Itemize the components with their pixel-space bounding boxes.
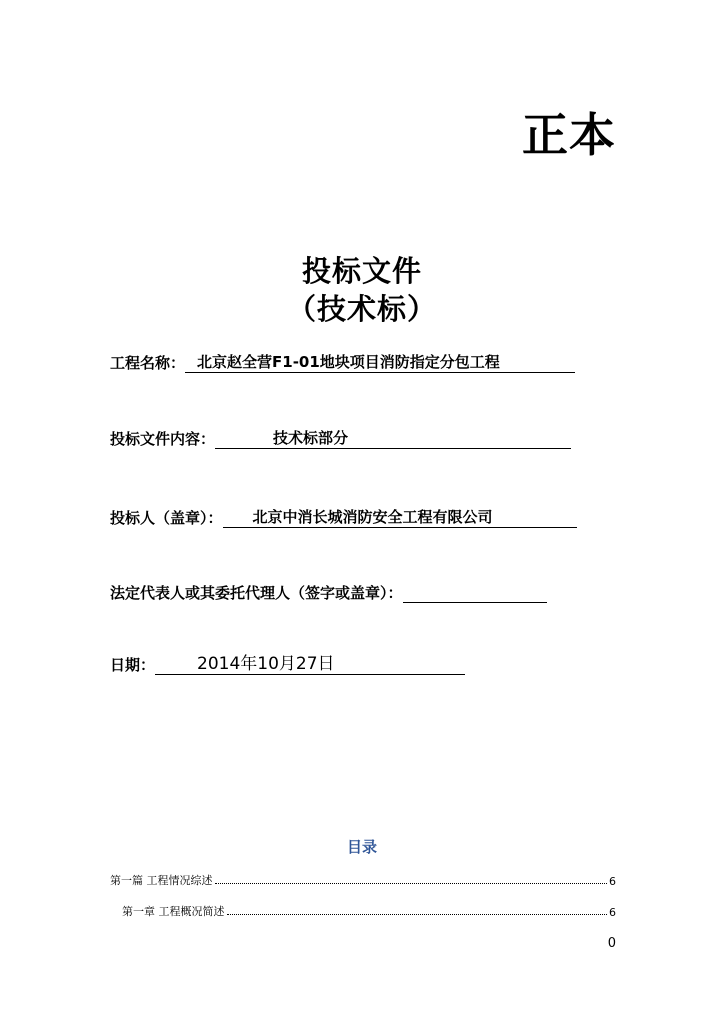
date-value: 2014年10月27日 xyxy=(197,654,335,674)
project-name-value: 北京赵全营F1-01地块项目消防指定分包工程 xyxy=(197,353,500,371)
toc-entry[interactable] xyxy=(110,868,616,888)
date-value-line xyxy=(155,654,465,675)
date-label: 日期： xyxy=(110,656,156,674)
toc-dot-leader xyxy=(227,913,608,915)
toc-entry[interactable] xyxy=(110,899,616,919)
bidder-field xyxy=(110,507,577,528)
project-name-value-line xyxy=(185,352,575,373)
toc-entry-label: 第一章 工程概况简述 xyxy=(122,905,225,918)
document-subtitle: （技术标） xyxy=(286,292,437,326)
toc-dot-leader xyxy=(215,882,608,884)
document-title: 投标文件 xyxy=(301,254,422,288)
legal-representative-field xyxy=(110,582,547,603)
table-of-contents xyxy=(110,868,616,930)
toc-entry-page: 6 xyxy=(609,875,616,888)
bidder-value: 北京中消长城消防安全工程有限公司 xyxy=(252,508,493,526)
toc-entry-label: 第一篇 工程情况综述 xyxy=(110,874,213,887)
bid-content-value: 技术标部分 xyxy=(273,429,349,447)
bidder-value-line xyxy=(223,507,577,528)
bid-content-field xyxy=(110,428,571,449)
original-copy-stamp: 正本 xyxy=(522,108,616,162)
bid-content-value-line xyxy=(215,428,571,449)
legal-representative-signature-line xyxy=(403,582,547,603)
toc-entry-page: 6 xyxy=(609,906,616,919)
toc-title: 目录 xyxy=(346,838,377,856)
title-block xyxy=(0,252,724,328)
page-number: 0 xyxy=(607,936,616,951)
project-name-label: 工程名称： xyxy=(110,354,186,372)
bidder-label: 投标人（盖章）： xyxy=(110,509,223,527)
bid-content-label: 投标文件内容： xyxy=(110,430,216,448)
legal-representative-label: 法定代表人或其委托代理人（签字或盖章）： xyxy=(110,584,403,602)
project-name-field xyxy=(110,352,575,373)
date-field xyxy=(110,654,465,675)
